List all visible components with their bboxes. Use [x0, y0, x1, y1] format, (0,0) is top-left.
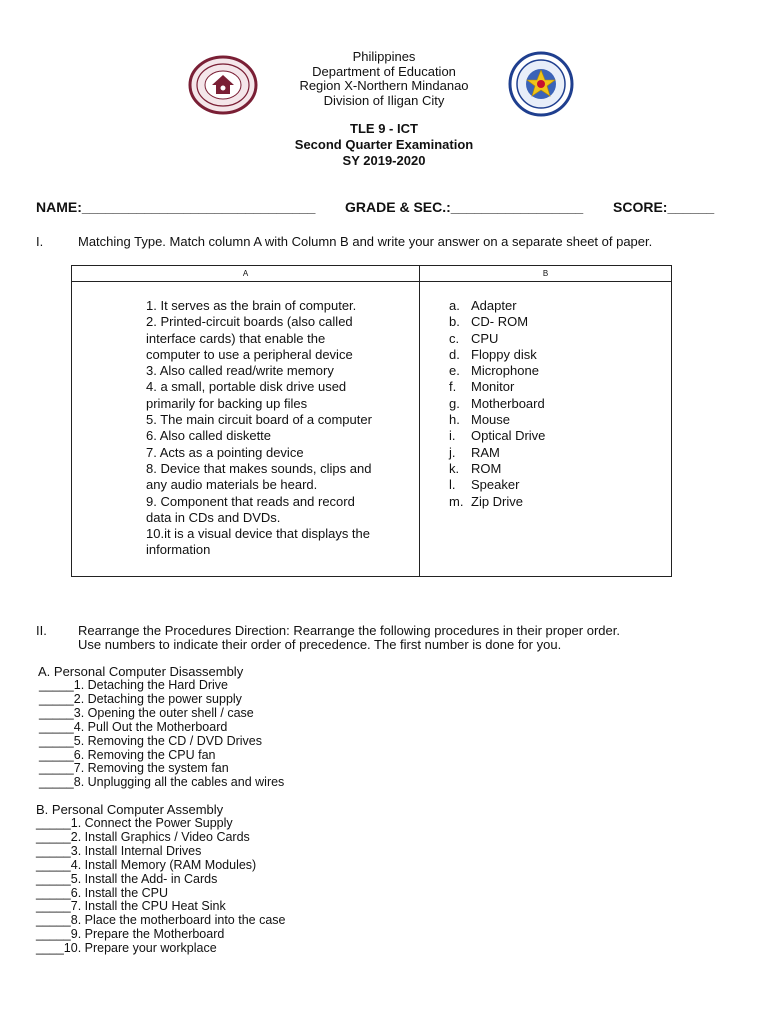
disassembly-title: A. Personal Computer Disassembly: [38, 664, 244, 679]
exam-school-year: SY 2019-2020: [342, 153, 426, 168]
column-b-text: Floppy disk: [471, 346, 537, 362]
column-b-item: [449, 445, 671, 461]
column-a-item: 5. The main circuit board of a computer: [146, 412, 372, 428]
score-field[interactable]: SCORE:______: [613, 199, 715, 215]
column-a-item: primarily for backing up files: [146, 395, 308, 411]
column-b-item: [449, 331, 671, 347]
procedure-item[interactable]: _____3. Opening the outer shell / case: [39, 705, 254, 720]
part1-instruction: Matching Type. Match column A with Column B and write your answer on a separate sheet of paper.: [78, 234, 653, 249]
column-b-text: Motherboard: [471, 395, 545, 411]
header-country: Philippines: [352, 49, 416, 64]
column-a-item: 7. Acts as a pointing device: [146, 444, 304, 460]
column-b-text: Monitor: [471, 379, 515, 395]
column-a-item: 4. a small, portable disk drive used: [146, 379, 347, 395]
column-b-header: B: [420, 266, 672, 282]
grade-section-field[interactable]: GRADE & SEC.:_________________: [345, 199, 584, 215]
column-b-text: Adapter: [471, 298, 517, 313]
column-b-item: [449, 396, 671, 412]
procedure-item[interactable]: _____1. Connect the Power Supply: [36, 816, 233, 830]
procedure-item[interactable]: _____3. Install Internal Drives: [36, 843, 202, 858]
procedure-item[interactable]: _____8. Unplugging all the cables and wires: [39, 775, 285, 790]
column-b-letter: i.: [449, 428, 456, 444]
procedure-item[interactable]: _____9. Prepare the Motherboard: [36, 927, 225, 942]
name-field[interactable]: NAME:______________________________: [36, 199, 316, 215]
assembly-list: [36, 817, 285, 956]
column-a-item: 9. Component that reads and record: [146, 493, 355, 509]
column-b-letter: e.: [449, 363, 460, 379]
column-a-item: interface cards) that enable the: [146, 330, 326, 346]
column-b-item: [449, 412, 671, 428]
procedure-item[interactable]: _____4. Pull Out the Motherboard: [39, 719, 228, 734]
column-b-letter: j.: [449, 444, 456, 460]
column-b-text: Mouse: [471, 412, 511, 428]
column-a-item: 10.it is a visual device that displays the: [146, 526, 371, 542]
column-a-list: [146, 298, 409, 559]
column-b-text: Zip Drive: [471, 493, 524, 509]
column-a-item: any audio materials be heard.: [146, 477, 318, 493]
column-b-item: [449, 461, 671, 477]
column-a-item: 1. It serves as the brain of computer.: [146, 298, 357, 313]
column-b-letter: m.: [449, 493, 464, 509]
column-b-item: [449, 363, 671, 379]
procedure-item[interactable]: _____5. Removing the CD / DVD Drives: [39, 733, 263, 748]
column-b-letter: b.: [449, 314, 460, 330]
column-a-item: 8. Device that makes sounds, clips and: [146, 460, 372, 476]
column-b-text: Microphone: [471, 363, 539, 379]
column-b-letter: h.: [449, 412, 460, 428]
column-b-letter: k.: [449, 460, 460, 476]
column-a-item: 3. Also called read/write memory: [146, 363, 334, 379]
assembly-title: B. Personal Computer Assembly: [36, 802, 224, 817]
column-a-item: data in CDs and DVDs.: [146, 509, 281, 525]
exam-subject: TLE 9 - ICT: [350, 121, 418, 136]
column-b-text: CPU: [471, 330, 499, 346]
column-b-letter: c.: [449, 330, 460, 346]
column-b-text: Optical Drive: [471, 428, 546, 444]
procedure-item[interactable]: ____10. Prepare your workplace: [36, 941, 217, 956]
part2-numeral: II.: [36, 623, 47, 638]
column-a-item: 6. Also called diskette: [146, 428, 272, 444]
exam-title: Second Quarter Examination: [294, 137, 474, 152]
column-b-letter: a.: [449, 298, 460, 313]
column-b-letter: f.: [449, 379, 457, 395]
column-b-item: [449, 314, 671, 330]
procedure-item[interactable]: _____2. Detaching the power supply: [39, 691, 242, 706]
column-b-letter: d.: [449, 346, 460, 362]
procedure-item[interactable]: _____4. Install Memory (RAM Modules): [36, 857, 257, 872]
column-b-text: RAM: [471, 444, 500, 460]
column-b-item: [449, 477, 671, 493]
part2-direction-line1: Rearrange the Procedures Direction: Rearrange the following procedures in their proper order.: [78, 623, 620, 638]
header-region: Region X-Northern Mindanao: [299, 78, 469, 93]
procedure-item[interactable]: _____7. Install the CPU Heat Sink: [36, 899, 226, 914]
column-a-cell: [72, 282, 420, 577]
column-b-letter: l.: [449, 477, 456, 493]
column-b-list: [449, 298, 671, 510]
procedure-item[interactable]: _____8. Place the motherboard into the case: [36, 913, 286, 928]
column-b-cell: [420, 282, 672, 577]
column-a-item: computer to use a peripheral device: [146, 346, 353, 362]
procedure-item[interactable]: _____2. Install Graphics / Video Cards: [36, 829, 250, 844]
part2-direction-line2: Use numbers to indicate their order of precedence. The first number is done for you.: [78, 637, 562, 652]
header-department: Department of Education: [312, 63, 456, 79]
procedure-item[interactable]: _____7. Removing the system fan: [39, 761, 229, 776]
exam-title-block: [0, 121, 768, 169]
procedure-item[interactable]: _____1. Detaching the Hard Drive: [39, 678, 229, 692]
agency-header: [0, 50, 768, 108]
column-b-text: ROM: [471, 460, 502, 476]
column-b-item: [449, 494, 671, 510]
column-b-item: [449, 379, 671, 395]
disassembly-list: [39, 679, 284, 790]
column-a-header: A: [72, 266, 420, 282]
header-division: Division of Iligan City: [323, 92, 445, 108]
procedure-item[interactable]: _____6. Removing the CPU fan: [39, 747, 216, 762]
part1-numeral: I.: [36, 234, 44, 249]
column-b-letter: g.: [449, 395, 460, 411]
column-b-item: [449, 347, 671, 363]
procedure-item[interactable]: _____6. Install the CPU: [36, 885, 169, 900]
column-b-text: Speaker: [471, 477, 520, 493]
column-a-item: 2. Printed-circuit boards (also called: [146, 314, 353, 330]
column-b-item: [449, 298, 671, 314]
column-b-text: CD- ROM: [471, 314, 529, 330]
column-b-item: [449, 428, 671, 444]
column-a-item: information: [146, 542, 211, 558]
procedure-item[interactable]: _____5. Install the Add- in Cards: [36, 871, 218, 886]
matching-table: [71, 265, 672, 577]
